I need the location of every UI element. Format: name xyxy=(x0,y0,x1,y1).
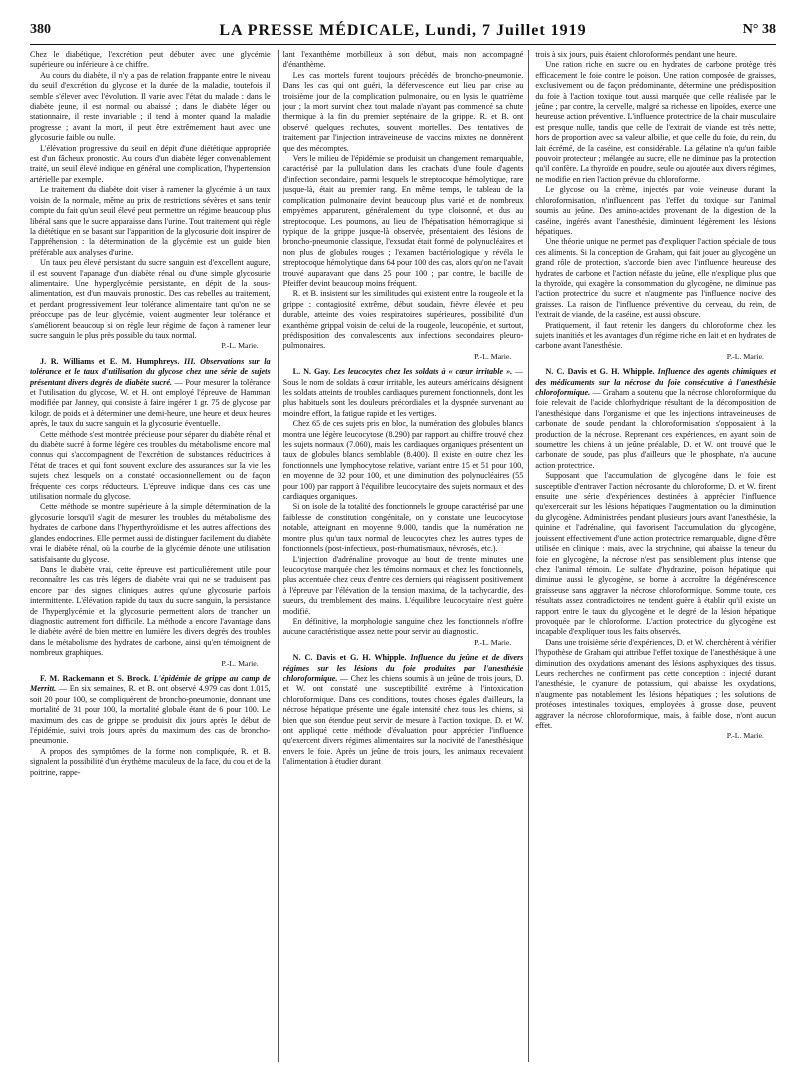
paragraph: Le traitement du diabète doit viser à ramener la glycémie à un taux voisin de la normale, même au prix de restrictions sévères et sans tenir compte du fait qu'un seuil élevé peut permettre un régime beaucoup plus libéral sans que le sucre apparaisse dans l'urine. Tout traitement qui règle la diététique en se basant sur l'apparition de la glycosurie doit inspirer de l'appréhension : la détermination de la glycémie est un guide bien préférable aux analyses d'urine. xyxy=(30,185,271,257)
paragraph: Chez 65 de ces sujets pris en bloc, la numération des globules blancs montra une légère leucocytose (8.290) par rapport au chiffre trouvé chez les sujets normaux (7.060), mais les cardiaques organiques présentent un taux de globules blancs semblable (8.400). Il existe en outre chez les fonctionnels une lymphocytose relative, variant entre 15 et 51 pour 100, en moyenne de 32 pour 100, et une diminution des polynucléaires (55 pour 100) par rapport à l'équilibre leucocytaire des sujets normaux et des cardiaques organiques. xyxy=(282,419,524,502)
paragraph: Vers le milieu de l'épidémie se produisit un changement remarquable, caractérisé par la pullulation dans les crachats d'une foule d'agents d'infection secondaire, parmi lesquels le streptocoque hémolytique, rare jusque-là, était au premier rang. En même temps, le tableau de la complication pulmonaire devint beaucoup plus varié et de nombreux empyèmes apparurent, généralement du type cloisonné, et dus au streptocoque. Les poumons, au lieu de l'hépatisation hémorragique si typique de la grippe jusque-là observée, présentaient des lésions de broncho-pneumonie classique, l'exsudat était formé de polynucléaires et non plus de globules rouges ; l'examen bactériologique y révéla le streptocoque hémolytique dans 64 pour 100 des cas, alors qu'on ne l'avait trouvé auparavant que dans 25 pour 100 ; par contre, le bacille de Pfeiffer devint beaucoup moins fréquent. xyxy=(282,154,524,288)
article-authors: N. C. Davis et G. H. Whipple. xyxy=(292,653,407,663)
author-signature: P.-L. Marie. xyxy=(474,637,512,647)
paragraph: Le glycose ou la crème, injectés par voie veineuse durant la chloroformisation, n'influencent pas l'effet du toxique sur l'animal soumis au jeûne. Des amino-acides provenant de la digestion de la caséine, ingérés avant l'anesthésie, diminuent légèrement les lésions hépatiques. xyxy=(535,185,776,236)
article-text: — En six semaines, R. et B. ont observé 4.979 cas dont 1.015, soit 20 pour 100, se compliquèrent de broncho-pneumonie, donnant une mortalité de 31 pour 100, la mortalité globale étant de 6 pour 100. Le maximum des cas de grippe se produisit dix jours après le début de l'épidémie, suivi trois jours après du maximum des cas de broncho-pneumonie. xyxy=(30,684,271,746)
paragraph: Pratiquement, il faut retenir les dangers du chloroforme chez les sujets inanitiés et les avantages d'un régime riche en lait et en hydrates de carbone avant l'anesthésie. xyxy=(535,320,776,351)
article-text: — Graham a soutenu que la nécrose chloroformique du foie relevait de l'acide chlorhydrique résultant de la décomposition de l'anesthésique dans l'organisme et que les injections intraveineuses de carbonate de soude pendant la chloroformisation s'opposaient à la production de la nécrose. Reprenant ces expériences, en ayant soin de soumettre les chiens à un jeûne préalable, D. et W. ont trouvé que le carbonate de soude, pas plus d'ailleurs que le phosphate, n'a aucune action protectrice. xyxy=(535,388,776,470)
journal-title: LA PRESSE MÉDICALE, Lundi, 7 Juillet 1919 xyxy=(219,22,587,39)
column-3 xyxy=(535,50,776,1062)
paragraph: Les cas mortels furent toujours précédés de broncho-pneumonie. Dans les cas qui ont guéri, la défervescence eut lieu par crise au troisième jour de la complication pulmonaire, ou en lysis le quatrième jour ; la mort survint chez tout malade n'ayant pas commencé sa chute thermique à la fin du premier septénaire de la grippe. R. et B. ont observé quelques rechutes, souvent mortelles. Des tentatives de traitement par l'injection intraveineuse de vaccins mixtes ne donnèrent que des mécomptes. xyxy=(282,70,524,153)
paragraph: lant l'exanthème morbilleux à son début, mais non accompagné d'énanthème. xyxy=(282,50,524,70)
article-lead xyxy=(30,674,271,747)
article-authors: L. N. Gay. xyxy=(292,367,331,377)
author-signature: P.-L. Marie. xyxy=(221,658,259,668)
author-signature: P.-L. Marie. xyxy=(221,341,259,351)
article-text: — Pour mesurer la tolérance et l'utilisation du glycose, W. et H. ont employé l'épreuve de Hamman modifiée par Janney, qui consiste à faire ingérer 1 gr. 75 de glycose par kilogr. de poids et à déterminer une demi-heure, une heure et deux heures après, le taux du sucre sanguin et la glycosurie éventuelle. xyxy=(30,377,271,429)
article-title: III. Observations sur la tolérance et le taux d'utilisation du glycose chez une série de sujets présentant divers degrés de diabète sucré. xyxy=(30,356,271,387)
issue-number: N° 38 xyxy=(742,22,776,37)
article-columns xyxy=(30,50,776,1062)
article-text: — Sous le nom de soldats à cœur irritable, les auteurs américains désignent les soldats atteints de troubles cardiaques purement fonctionnels, dont les plus habituels sont les douleurs précordiales et la dyspnée survenant au moindre effort, la fatigue rapide et les vertiges. xyxy=(282,367,524,418)
column-2 xyxy=(283,50,524,1062)
paragraph: Supposant que l'accumulation de glycogène dans le foie est susceptible d'entraver l'action nécrosante du chloroforme, D. et W. firent ensuite une série d'expériences destinées à apprécier l'influence qu'exercerait sur les lésions hépatiques l'augmentation ou la diminution du glycogène. Administrées pendant plusieurs jours avant l'anesthésie, la quinine et l'adrénaline, qui favorisent l'accumulation du glycogène, jouissent effectivement d'une action protectrice remarquable, digne d'être utilisée en clinique : mais, avec la strychnine, qui abaisse la teneur du foie en glycogène, la nécrose n'est pas sensiblement plus intense que chez l'animal témoin. Le sulfate d'hydrazine, poison hépatique qui diminue aussi le glycogène, se borne à accroître la dégénérescence graisseuse sans aggraver la nécrose chloroformique. Somme toute, ces résultats assez contradictoires ne tendent guère à établir qu'il existe un rapport entre le taux du glycogène et le degré de la lésion hépatique provoquée par le chloroforme. L'action protectrice du glycogène est incapable d'expliquer tous les faits observés. xyxy=(535,471,776,637)
author-signature: P.-L. Marie. xyxy=(726,731,764,741)
running-header xyxy=(30,20,776,45)
article-lead xyxy=(30,357,271,430)
paragraph: Dans le diabète vrai, cette épreuve est particulièrement utile pour reconnaître les cas très légers de diabète vrai qui ne se traduisent pas encore par des signes cliniques autres qu'une glycosurie parfois intermittente. L'élévation rapide du taux du sucre sanguin, la persistance de l'hyperglycémie et la glycosurie permettent alors de trancher un diagnostic autrement fort difficile. La méthode a encore l'avantage dans le diabète avéré de bien mettre en lumière les divers degrés des troubles dans le métabolisme des hydrates de carbone, ainsi qu'en témoignent de nombreux graphiques. xyxy=(30,564,271,658)
article-authors: F. M. Rackemann et S. Brock. xyxy=(40,673,151,683)
article-authors: J. R. Williams et E. M. Humphreys. xyxy=(40,356,180,366)
article-title: Influence du jeûne et de divers régimes sur les lésions du foie produites par l'anesthésie chloroformique. xyxy=(282,653,524,683)
author-signature: P.-L. Marie. xyxy=(726,351,764,361)
paragraph: Si on isole de la totalité des fonctionnels le groupe caractérisé par une faiblesse de constitution congénitale, on y constate une leucocytose notable, atteignant en moyenne 9.000, tandis que la numération ne montre plus qu'un taux normal de leucocytes chez les autres types de fonctionnels (post-infectieux, post-rhumatismaux, névrosés, etc.). xyxy=(282,502,524,554)
paragraph: En définitive, la morphologie sanguine chez les fonctionnels n'offre aucune caractéristique assez nette pour servir au diagnostic. xyxy=(282,616,524,637)
article-lead xyxy=(283,367,524,419)
paragraph: Une théorie unique ne permet pas d'expliquer l'action spéciale de tous ces aliments. Si la conception de Graham, qui fait jouer au glycogène un grand rôle de protection, s'accorde bien avec l'influence heureuse des hydrates de carbone et l'action néfaste du jeûne, elle n'explique plus que la thyroïde, qui exagère la consommation du glycogène, ne diminue pas l'action protectrice du sucre et n'augmente pas l'influence nocive des graisses. La raison de l'influence préventive du cerveau, du rein, de l'extrait de viande, de la caséine, est aussi obscure. xyxy=(535,237,776,320)
article-title: L'épidémie de grippe au camp de Merritt. xyxy=(30,673,271,694)
article-text: — Chez les chiens soumis à un jeûne de trois jours, D. et W. ont constaté une susceptibilité extrême à l'intoxication chloroformique. Dans ces conditions, toutes choses égales d'ailleurs, la nécrose hépatique présente une égale intensité chez tous les chiens, si bien que son étendue peut servir de mesure à l'action toxique. D. et W. ont appliqué cette méthode d'évaluation pour apprécier l'influence qu'exercent divers régimes alimentaires sur la nocivité de l'anesthésique envers le foie. Après un jeûne de trois jours, les animaux recevaient l'alimentation à étudier durant xyxy=(282,673,524,767)
article-lead xyxy=(283,653,524,767)
paragraph: L'injection d'adrénaline provoque au bout de trente minutes une leucocytose marquée chez les témoins normaux et chez les fonctionnels, plus accentuée chez ceux d'entre ces derniers qui réagissent positivement à l'épreuve par l'élévation de la tension maxima, de la tachycardie, des sueurs, du tremblement des mains. L'équilibre leucocytaire n'est guère modifié. xyxy=(282,554,524,616)
paragraph: Un taux peu élevé persistant du sucre sanguin est d'excellent augure, il est souvent l'apanage d'un diabète rénal ou d'une simple glycosurie alimentaire. Une hyperglycémie persistante, en dépit de la sous-alimentation, est d'un mauvais pronostic. Des cas rebelles au traitement, et perdant progressivement leur tolérance alimentaire tant qu'on ne se préoccupe pas de leur glycémie, voient augmenter leur tolérance et s'améliorent beaucoup si on règle leur régime de façon à ramener leur sucre sanguin le plus près possible du taux normal. xyxy=(30,258,271,340)
paragraph: Cette méthode se montre supérieure à la simple détermination de la glycosurie lorsqu'il s'agit de mesurer les troubles du métabolisme des hydrates de carbone dans l'hyperthyroïdisme et les autres affections des glandes endocrines. Elle permet aussi de distinguer facilement du diabète vrai le diabète rénal, où la courbe de la glycémie dénote une utilisation satisfaisante du glycose. xyxy=(30,502,271,564)
article-lead xyxy=(535,367,776,471)
article-title: Influence des agents chimiques et des médicaments sur la nécrose du foie consécutive à l'anesthésie chloroformique. xyxy=(535,367,776,397)
paragraph: Cette méthode s'est montrée précieuse pour séparer du diabète rénal et du diabète sucré à forme légère ces troubles du métabolisme encore mal connus qui s'accompagnent de l'excrétion de substances réductrices à l'état de traces et qui font souvent exclure des assurances sur la vie les sujets chez lesquels on a constaté occasionnellement ou de façon fréquente ces corps réducteurs. L'épreuve indique dans ces cas une utilisation normale du glycose. xyxy=(30,429,271,502)
article-authors: N. C. Davis et G. H. Whipple. xyxy=(545,367,655,377)
paragraph: Dans une troisième série d'expériences, D. et W. cherchèrent à vérifier l'hypothèse de Graham qui attribue l'effet toxique de l'anesthésique à une diminution des oxydations amenant des lésions asphyxiques des tissus. Leurs recherches ne confirment pas cette conception : injecté durant l'anesthésie, le cyanure de potassium, qui abaisse les oxydations, n'augmente pas notablement les lésions hépatiques ; les solutions de protéoses intestinales toxiques, employées à grosse dose, peuvent aggraver la nécrose chloroformique, mais, à faible dose, n'ont aucun effet. xyxy=(535,637,776,730)
page-number: 380 xyxy=(30,22,51,37)
author-signature: P.-L. Marie. xyxy=(474,351,512,361)
paragraph: Une ration riche en sucre ou en hydrates de carbone protège très efficacement le foie contre le poison. Une ration composée de graisses, exclusivement ou de façon prédominante, détermine une prédisposition du foie à l'action toxique tout aussi marquée que celle réalisée par le jeûne ; par contre, la cervelle, malgré sa richesse en lipoïdes, exerce une heureuse action préventive. L'influence protectrice de la chair musculaire est presque nulle, tandis que celle de l'extrait de viande est très nette, hors de proportion avec sa valeur albilie, et que celle du foie, du rein, du lait écrémé, de la caséine, est considérable. La gélatine n'a qu'un faible pouvoir protecteur ; mélangée au sucre, elle ne diminue pas la protection qu'il confère. La thyroïde en poudre, seule ou ajoutée aux divers régimes, ne modifie en rien l'action prévue du chloroforme. xyxy=(535,60,776,184)
article-title: Les leucocytes chez les soldats à « cœur irritable ». xyxy=(333,367,513,377)
paragraph: R. et B. insistent sur les similitudes qui existent entre la rougeole et la grippe : contagiosité extrême, début soudain, fièvre élevée et peu durable, atteinte des voies respiratoires supérieures, possibilité d'un exanthème grippal voisin de celui de la rougeole, leucopénie, et surtout, prédisposition des convalescents aux infections secondaires pleuro-pulmonaires. xyxy=(282,289,524,351)
paragraph: A propos des symptômes de la forme non compliquée, R. et B. signalent la possibilité d'un érythème maculeux de la face, du cou et de la poitrine, rappe- xyxy=(30,746,271,777)
paragraph: L'élévation progressive du seuil en dépit d'une diététique appropriée est d'un fâcheux pronostic. Au cours d'un diabète léger convenablement traité, un seuil élevé indique en général une complication, l'hypertension artérielle par exemple. xyxy=(30,143,271,184)
paragraph: Chez le diabétique, l'excrétion peut débuter avec une glycémie supérieure ou inférieure à ce chiffre. xyxy=(30,50,271,70)
column-1 xyxy=(30,50,271,1062)
paragraph: Au cours du diabète, il n'y a pas de relation frappante entre le niveau du seuil d'excrétion du glycose et la durée de la maladie, toutefois il semble s'élever avec l'évolution. Il varie avec l'état du malade : dans le diabète jeune, il est normal ou abaissé ; dans le diabète léger ou stationnaire, il reste invariable ; il tend à monter quand la maladie progresse ; avant la mort, il peut être extrêmement haut avec une glycosurie faible ou nulle. xyxy=(30,70,271,143)
paragraph: trois à six jours, puis étaient chloroformés pendant une heure. xyxy=(535,50,738,59)
